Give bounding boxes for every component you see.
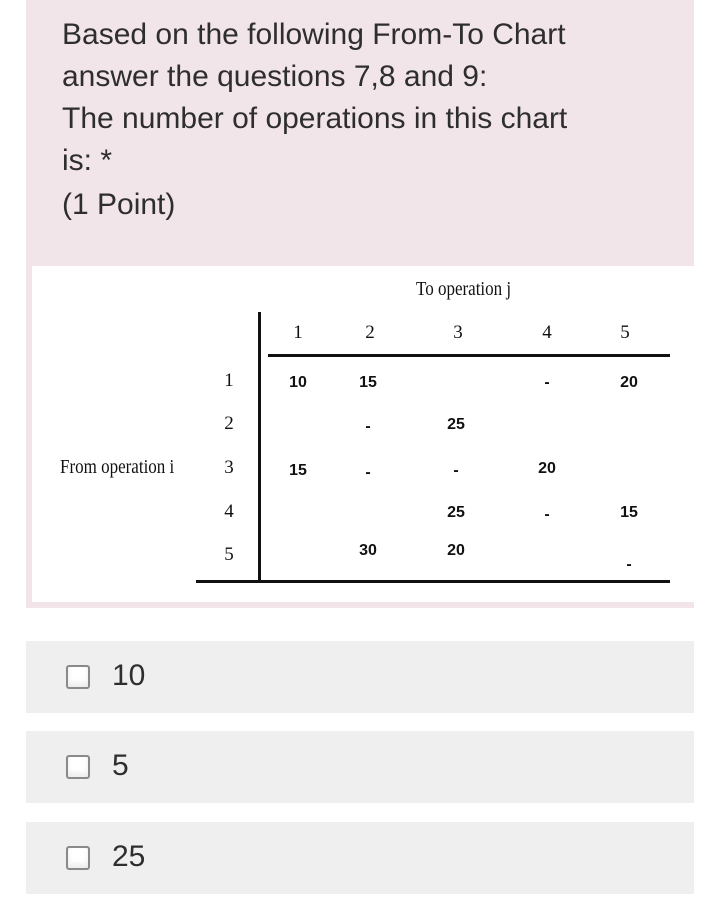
checkbox[interactable] (66, 755, 90, 779)
column-axis-label: To operation j (416, 278, 512, 300)
cell-1-4: - (544, 374, 550, 391)
cell-2-2: - (365, 418, 371, 435)
question-line-2: answer the questions 7,8 and 9: (62, 60, 488, 93)
from-to-chart (32, 266, 694, 602)
cell-4-3: 25 (447, 504, 465, 521)
option-25[interactable] (26, 822, 694, 894)
checkbox[interactable] (66, 846, 90, 870)
cell-3-1: 15 (289, 462, 307, 479)
cell-3-3: - (453, 462, 459, 479)
column-header-4: 4 (542, 322, 552, 343)
option-label: 25 (112, 840, 146, 873)
header-divider (268, 354, 670, 357)
question-line-4 (62, 140, 662, 182)
bottom-rule (196, 580, 670, 583)
column-header-3: 3 (453, 322, 463, 343)
cell-5-2: 30 (359, 542, 377, 559)
cell-4-4: - (544, 506, 550, 523)
column-header-1: 1 (293, 322, 303, 343)
column-header-2: 2 (365, 322, 375, 343)
cell-1-5: 20 (620, 374, 638, 391)
cell-5-3: 20 (447, 542, 465, 559)
row-header-3: 3 (224, 457, 234, 478)
question-line-4-text: is: (62, 144, 92, 177)
cell-2-3: 25 (447, 416, 465, 433)
question-text (62, 14, 662, 182)
checkbox[interactable] (66, 665, 90, 689)
cell-1-2: 15 (359, 374, 377, 391)
option-10[interactable] (26, 641, 694, 713)
question-line-3: The number of operations in this chart (62, 102, 568, 135)
column-header-5: 5 (620, 322, 630, 343)
row-divider-vertical (258, 362, 261, 582)
row-header-1: 1 (224, 370, 234, 391)
question-points: (1 Point) (62, 188, 176, 221)
question-line-1: Based on the following From-To Chart (62, 18, 566, 51)
header-separator-tick (258, 312, 261, 364)
row-axis-label: From operation i (60, 456, 175, 478)
option-label: 10 (112, 659, 146, 692)
cell-3-4: 20 (538, 460, 556, 477)
question-card (26, 0, 694, 608)
row-header-5: 5 (224, 544, 234, 565)
cell-5-5: - (626, 556, 632, 573)
option-5[interactable] (26, 731, 694, 803)
row-header-4: 4 (224, 501, 234, 522)
cell-3-2: - (365, 464, 371, 481)
cell-1-1: 10 (289, 374, 307, 391)
option-label: 5 (112, 749, 129, 782)
cell-4-5: 15 (620, 504, 638, 521)
row-header-2: 2 (224, 413, 234, 434)
required-marker: * (100, 144, 113, 177)
